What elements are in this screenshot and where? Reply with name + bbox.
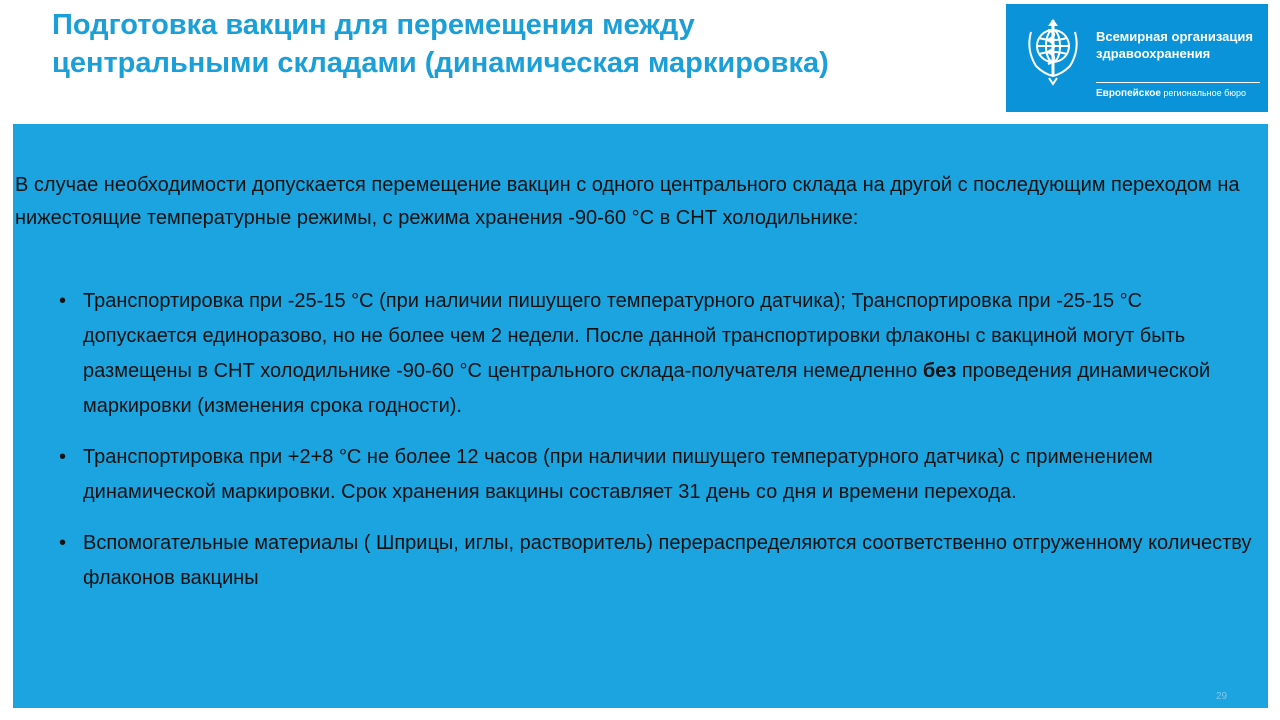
bullet-icon: • <box>59 446 67 468</box>
who-emblem-icon <box>1022 16 1084 86</box>
list-item <box>59 284 1254 424</box>
page-number: 29 <box>1216 691 1228 702</box>
intro-paragraph: В случае необходимости допускается перемещение вакцин с одного центрального склада на другой с последующим переходом на нижестоящие температурные режимы, с режима хранения -90-60 °С в СНТ холодильнике: <box>15 174 1240 229</box>
bullet-icon: • <box>59 532 67 554</box>
logo-divider <box>1096 82 1260 83</box>
list-item <box>59 440 1254 510</box>
who-org-name: Всемирная организация здравоохранения <box>1096 29 1253 61</box>
bullet-text: Транспортировка при -25-15 °С (при наличии пишущего температурного датчика); Транспортировка при -25-15 °С допускается единоразово, но не более чем 2 недели. После данной транспортировки флаконы с вакциной могут быть размещены в СНТ холодильнике -90-60 °С центрального склада-получателя немедленно <box>83 290 1186 382</box>
region-name: Европейское <box>1096 88 1161 99</box>
list-item <box>59 526 1254 596</box>
bullet-text-end: проведения динамической маркировки (изменения срока годности). <box>83 360 1211 417</box>
region-suffix: региональное бюро <box>1160 88 1247 98</box>
content-panel <box>13 124 1268 708</box>
slide-title: Подготовка вакцин для перемещения между центральными складами (динамическая маркировка) <box>52 9 829 79</box>
bullet-text: Транспортировка при +2+8 °С не более 12 часов (при наличии пишущего температурного датчика) с применением динамической маркировки. Срок хранения вакцины составляет 31 день со дня и времени перехода. <box>83 446 1153 503</box>
bullet-list <box>59 284 1254 612</box>
bullet-text: Вспомогательные материалы ( Шприцы, иглы, растворитель) перераспределяются соответственно отгруженному количеству флаконов вакцины <box>83 532 1252 589</box>
who-regional-office <box>1096 88 1246 99</box>
bullet-icon: • <box>59 290 67 312</box>
who-logo <box>1006 4 1268 112</box>
bullet-emphasis: без <box>922 360 957 382</box>
